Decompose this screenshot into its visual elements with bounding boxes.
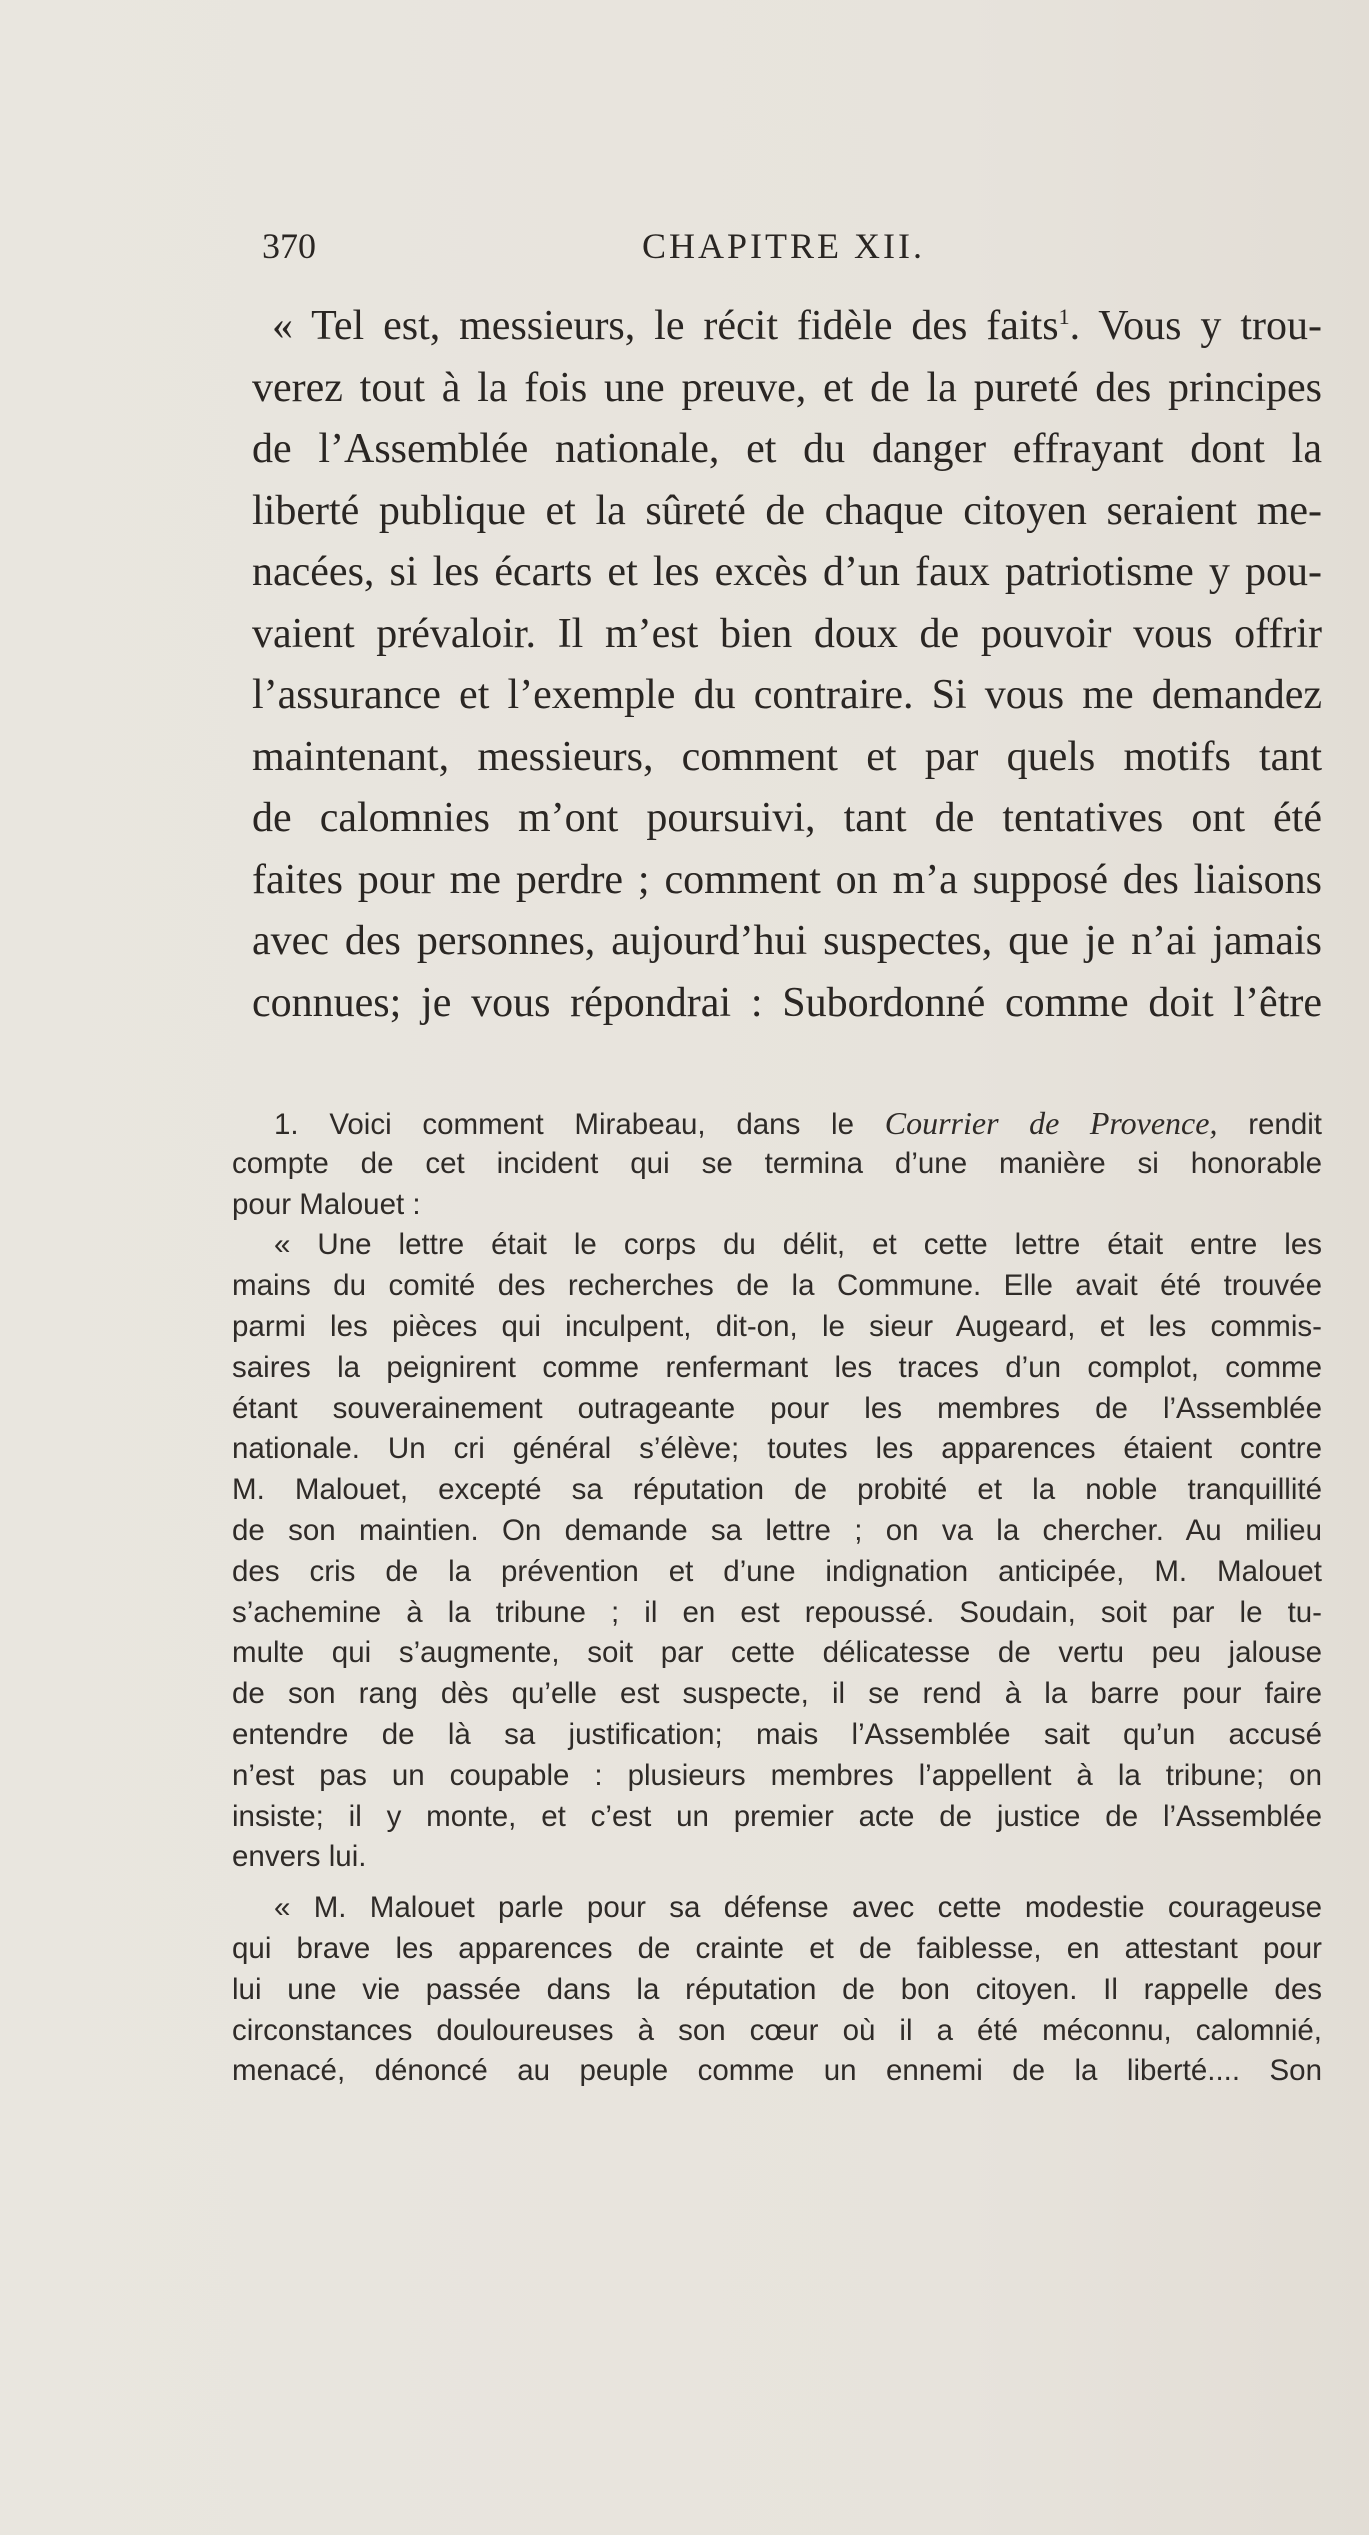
footnote-line: étant souverainement outrageante pour les membres de l’Assemblée	[232, 1391, 1322, 1425]
footnote-line: parmi les pièces qui inculpent, dit-on, le sieur Augeard, et les commis-	[232, 1309, 1322, 1343]
footnote-line: multe qui s’augmente, soit par cette délicatesse de vertu peu jalouse	[232, 1636, 1322, 1670]
text-line: l’assurance et l’exemple du contraire. Si vous me demandez	[252, 672, 1322, 718]
text-line: faites pour me perdre ; comment on m’a supposé des liaisons	[252, 856, 1322, 903]
footnote-line: envers lui.	[232, 1840, 367, 1874]
journal-title: Courrier de Provence,	[884, 1105, 1218, 1141]
footnote-line: nationale. Un cri général s’élève; toutes les apparences étaient contre	[232, 1432, 1322, 1466]
footnote-line: n’est pas un coupable : plusieurs membres l’appellent à la tribune; on	[232, 1758, 1322, 1792]
footnote	[232, 1103, 1322, 2092]
text-line: liberté publique et la sûreté de chaque citoyen seraient me-	[252, 487, 1322, 534]
chapter-title: CHAPITRE XII.	[642, 226, 925, 266]
text-line: « Tel est, messieurs, le récit fidèle des faits$^1$. Vous y trou-	[272, 303, 1322, 349]
text-line: avec des personnes, aujourd’hui suspectes, que je n’ai jamais	[252, 918, 1322, 964]
text-line: nacées, si les écarts et les excès d’un faux patriotisme y pou-	[252, 549, 1322, 595]
footnote-line: entendre de là sa justification; mais l’Assemblée sait qu’un accusé	[232, 1717, 1322, 1751]
footnote-line: menacé, dénoncé au peuple comme un ennemi de la liberté.... Son	[232, 2054, 1322, 2088]
text-line: maintenant, messieurs, comment et par quels motifs tant	[252, 733, 1322, 780]
footnote-line: compte de cet incident qui se termina d’une manière si honorable	[232, 1146, 1322, 1180]
text-line: de calomnies m’ont poursuivi, tant de tentatives ont été	[252, 795, 1322, 841]
text-line: connues; je vous répondrai : Subordonné comme doit l’être	[252, 979, 1322, 1026]
footnote-line: qui brave les apparences de crainte et de faiblesse, en attestant pour	[232, 1931, 1322, 1965]
text-line: vaient prévaloir. Il m’est bien doux de pouvoir vous offrir	[252, 610, 1322, 657]
footnote-line: 1. Voici comment Mirabeau, dans le Courrier de Provence, rendit	[274, 1105, 1322, 1141]
footnote-line: circonstances douloureuses à son cœur où il a été méconnu, calomnié,	[232, 2013, 1322, 2047]
text-line: verez tout à la fois une preuve, et de la pureté des principes	[252, 364, 1322, 411]
footnote-line: saires la peignirent comme renfermant les traces d’un complot, comme	[232, 1350, 1322, 1384]
text-line: de l’Assemblée nationale, et du danger effrayant dont la	[252, 426, 1322, 472]
footnote-line: pour Malouet :	[232, 1187, 421, 1221]
footnote-line: de son maintien. On demande sa lettre ; on va la chercher. Au milieu	[232, 1513, 1322, 1547]
footnote-line: de son rang dès qu’elle est suspecte, il se rend à la barre pour faire	[232, 1677, 1322, 1711]
footnote-line: des cris de la prévention et d’une indignation anticipée, M. Malouet	[232, 1554, 1322, 1588]
footnote-line: M. Malouet, excepté sa réputation de probité et la noble tranquillité	[232, 1473, 1322, 1507]
main-text	[252, 296, 1322, 1034]
footnote-reference: 1	[1058, 304, 1070, 329]
footnote-line: mains du comité des recherches de la Commune. Elle avait été trouvée	[232, 1269, 1322, 1303]
footnote-line: « Une lettre était le corps du délit, et cette lettre était entre les	[274, 1228, 1322, 1262]
footnote-line: s’achemine à la tribune ; il en est repoussé. Soudain, soit par le tu-	[232, 1595, 1322, 1629]
footnote-line: lui une vie passée dans la réputation de bon citoyen. Il rappelle des	[232, 1972, 1322, 2006]
page-number: 370	[262, 226, 316, 266]
footnote-line: insiste; il y monte, et c’est un premier acte de justice de l’Assemblée	[232, 1799, 1322, 1833]
footnote-line: « M. Malouet parle pour sa défense avec cette modestie courageuse	[274, 1891, 1322, 1925]
running-head	[262, 218, 1322, 274]
